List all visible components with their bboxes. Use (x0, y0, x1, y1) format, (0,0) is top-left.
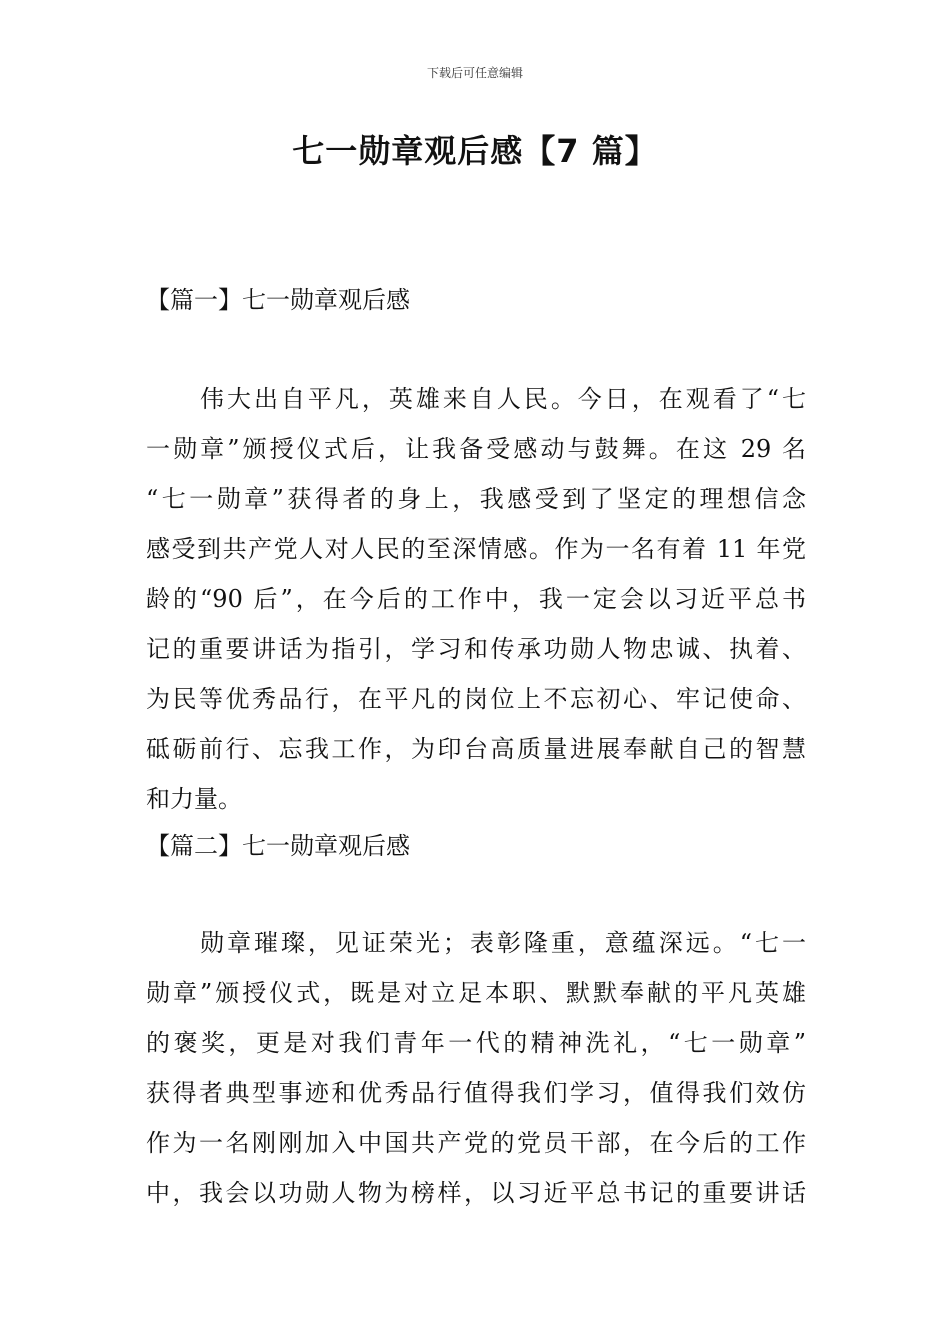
paragraph-line: 记的重要讲话为指引，学习和传承功勋人物忠诚、执着、 (146, 635, 806, 663)
paragraph-line: 获得者典型事迹和优秀品行值得我们学习，值得我们效仿 (146, 1079, 806, 1107)
paragraph-line: 砥砺前行、忘我工作，为印台高质量进展奉献自己的智慧 (146, 735, 806, 763)
paragraph-line: 伟大出自平凡，英雄来自人民。今日，在观看了“七 (146, 385, 806, 413)
paragraph-line: 和力量。 (146, 785, 242, 813)
paragraph-line: 为民等优秀品行，在平凡的岗位上不忘初心、牢记使命、 (146, 685, 806, 713)
paragraph-line: 中，我会以功勋人物为榜样，以习近平总书记的重要讲话 (146, 1179, 806, 1207)
paragraph-line: 一勋章”颁授仪式后，让我备受感动与鼓舞。在这 29 名 (146, 435, 806, 463)
paragraph-line: 龄的“90 后”，在今后的工作中，我一定会以习近平总书 (146, 585, 806, 613)
section-heading-2: 【篇二】七一勋章观后感 (146, 832, 410, 860)
document-title: 七一勋章观后感【7 篇】 (292, 132, 658, 170)
paragraph-line: 作为一名刚刚加入中国共产党的党员干部，在今后的工作 (146, 1129, 806, 1157)
paragraph-line: 的褒奖，更是对我们青年一代的精神洗礼，“七一勋章” (146, 1029, 806, 1057)
section-2-paragraph (146, 918, 806, 1218)
paragraph-line: 感受到共产党人对人民的至深情感。作为一名有着 11 年党 (146, 535, 806, 563)
section-1-paragraph (146, 374, 806, 824)
paragraph-line: “七一勋章”获得者的身上，我感受到了坚定的理想信念 (146, 485, 806, 513)
paragraph-line: 勋章璀璨，见证荣光；表彰隆重，意蕴深远。“七一 (146, 929, 806, 957)
header-note: 下载后可任意编辑 (426, 66, 523, 80)
paragraph-line: 勋章”颁授仪式，既是对立足本职、默默奉献的平凡英雄 (146, 979, 806, 1007)
section-heading-1: 【篇一】七一勋章观后感 (146, 286, 410, 314)
